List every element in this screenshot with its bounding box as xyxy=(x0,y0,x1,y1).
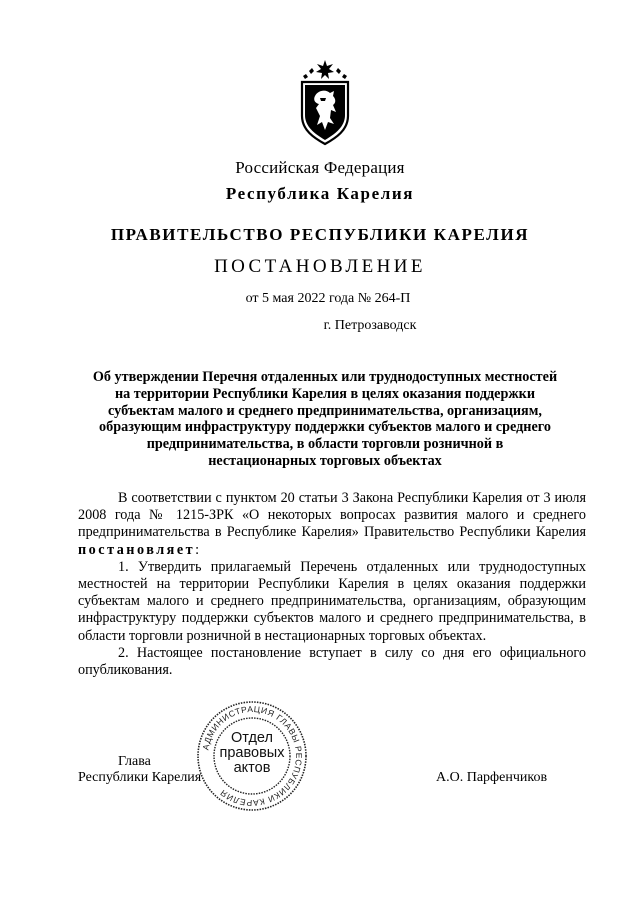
stamp-line-2: правовых xyxy=(219,745,285,761)
stamp-center-text xyxy=(196,731,308,776)
document-date-number: от 5 мая 2022 года № 264-П xyxy=(245,291,411,306)
karelia-coat-of-arms-icon xyxy=(298,58,352,148)
intro-text: В соответствии с пунктом 20 статьи 3 Закона Республики Карелия от 3 июля 2008 года № 1215-ЗРК «О некоторых вопросах развития малого и среднего предпринимательства в Республике Карелия» Правительство Республики Карелия xyxy=(78,490,586,541)
government-name: ПРАВИТЕЛЬСТВО РЕСПУБЛИКИ КАРЕЛИЯ xyxy=(110,225,530,244)
stamp-ring-text: АДМИНИСТРАЦИЯ ГЛАВЫ РЕСПУБЛИКИ КАРЕЛИЯ xyxy=(200,703,305,809)
republic-name: Республика Карелия xyxy=(225,184,415,203)
signatory-position-line2: Республики Карелия xyxy=(78,770,202,785)
country-name: Российская Федерация xyxy=(235,158,405,177)
document-title: Об утверждении Перечня отдаленных или труднодоступных местностей на территории Республики Карелия в целях оказания поддержки субъектам малого и среднего предпринимательства, организациям, образующим инфраструктуру поддержки субъектов малого и среднего предпринимательства, в области торговли розничной в нестационарных торговых объектах xyxy=(92,369,558,469)
intro-colon: : xyxy=(195,541,200,558)
stamp-line-3: актов xyxy=(233,760,271,776)
document-body xyxy=(78,490,586,679)
document-city: г. Петрозаводск xyxy=(323,318,417,333)
intro-paragraph xyxy=(78,490,586,559)
stamp-line-1: Отдел xyxy=(231,730,273,746)
item-2-paragraph: 2. Настоящее постановление вступает в силу со дня его официального опубликования. xyxy=(78,644,586,679)
item-1-paragraph: 1. Утвердить прилагаемый Перечень отдаленных или труднодоступных местностей на территории Республики Карелия в целях оказания поддержки субъектам малого и среднего предпринимательства, организациям, образующим инфраструктуру поддержки субъектов малого и среднего предпринимательства, в области торговли розничной в нестационарных торговых объектах. xyxy=(78,558,586,644)
document-type: ПОСТАНОВЛЕНИЕ xyxy=(214,256,426,277)
signatory-position-line1: Глава xyxy=(118,754,151,769)
resolves-word: постановляет xyxy=(78,541,196,558)
signatory-name: А.О. Парфенчиков xyxy=(436,770,548,785)
